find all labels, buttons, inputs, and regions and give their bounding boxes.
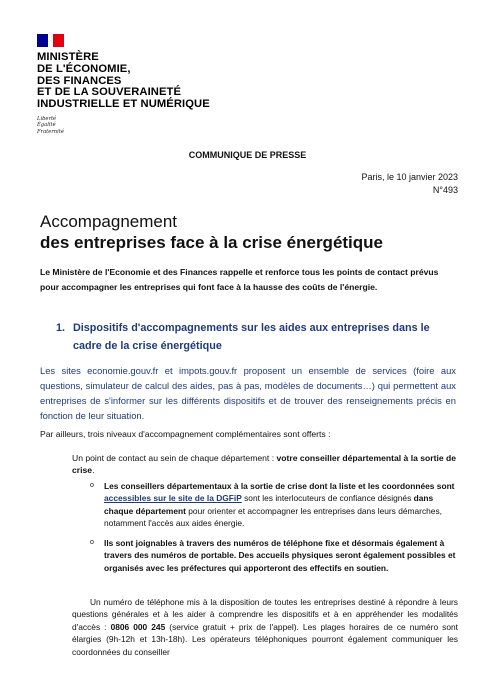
ministry-name xyxy=(37,52,210,111)
contact-point-text: Un point de contact au sein de chaque département : xyxy=(72,453,277,463)
release-number: N°493 xyxy=(432,185,458,195)
press-release-label: COMMUNIQUE DE PRESSE xyxy=(188,150,307,160)
french-flag-icon xyxy=(37,34,64,47)
section-heading-1 xyxy=(56,319,456,355)
document-title xyxy=(40,211,383,253)
dgfip-link[interactable]: accessibles sur le site de la DGFiP xyxy=(104,493,242,504)
motto-line: Égalité xyxy=(37,122,56,129)
paragraph-levels: Par ailleurs, trois niveaux d'accompagnement complémentaires sont offerts : xyxy=(40,429,331,439)
advisors-text-end: pour orienter et accompagner les entreprises dans leurs démarches, notamment l'accès aux aides énergie. xyxy=(104,505,442,529)
title-line-2: des entreprises face à la crise énergétique xyxy=(40,233,384,252)
circle-bullet-icon: o xyxy=(90,482,94,489)
ministry-line: DE L'ÉCONOMIE, xyxy=(37,62,131,75)
sub-bullet-body xyxy=(90,537,462,574)
sub-bullet-body xyxy=(90,480,462,530)
phone-paragraph xyxy=(72,596,458,658)
flag-blue-band xyxy=(37,34,48,47)
ministry-line: MINISTÈRE xyxy=(37,51,99,63)
ministry-logo xyxy=(37,34,210,135)
sub-bullet-phones xyxy=(90,537,462,574)
title-line-1: Accompagnement xyxy=(40,212,178,231)
phone-text: Un numéro de téléphone mis à la disposition de toutes les entreprises destiné à répondre à leurs questions générales et à les aider à comprendre les dispositifs et à en appréhender les modalités d'accès : xyxy=(72,597,458,632)
flag-red-band xyxy=(53,34,64,47)
advisors-text: sont les interlocuteurs de confiance désignés xyxy=(241,493,414,504)
motto-line: Liberté xyxy=(37,115,57,122)
advisors-bold: Les conseillers départementaux à la sortie de crise dont la liste et les coordonnées sont xyxy=(104,481,455,491)
contact-point-bold: votre conseiller départemental à la sortie de crise xyxy=(72,453,457,475)
ministry-line: ET DE LA SOUVERAINETÉ xyxy=(37,86,182,99)
contact-point-item xyxy=(72,452,458,476)
intro-paragraph: Les sites economie.gouv.fr et impots.gouv.fr proposent un ensemble de services (foire aux questions, simulateur de calcul des aides, pas à pas, modèles de documents…) qui permettent aux entreprises de s'informer sur les différents dispositifs et de trouver des renseignements précis en fonction de leur situation. xyxy=(40,365,456,421)
ministry-line: DES FINANCES xyxy=(37,74,122,87)
contact-point-end: . xyxy=(92,465,95,475)
section-title: Dispositifs d'accompagnements sur les aides aux entreprises dans le cadre de la crise énergétique xyxy=(73,322,430,352)
sub-bullet-advisors xyxy=(90,480,462,530)
motto xyxy=(37,116,210,135)
section-number: 1. xyxy=(56,322,66,334)
circle-bullet-icon: o xyxy=(90,539,94,546)
date-text: Paris, le 10 janvier 2023 xyxy=(361,172,458,182)
dateline xyxy=(361,171,458,197)
phones-bold: Ils sont joignables à travers des numéros de téléphone fixe et désormais également à travers des numéros de portable. Des accueils physiques seront également possibles et organisés avec les préfectures qui apporteront des effectifs en soutien. xyxy=(104,538,456,573)
advisors-bold-dept: dans chaque département xyxy=(104,493,434,516)
phone-number: 0806 000 245 xyxy=(110,621,166,632)
motto-line: Fraternité xyxy=(37,128,64,135)
lead-paragraph: Le Ministère de l'Economie et des Finances rappelle et renforce tous les points de contact prévus pour accompagner les entreprises qui font face à la hausse des coûts de l'énergie. xyxy=(40,267,439,292)
phone-text-end: (service gratuit + prix de l'appel). Les plages horaires de ce numéro sont élargies (9h-12h et 13h-18h). Les opérateurs téléphoniques pourront également communiquer les coordonnées du conseiller xyxy=(72,621,459,657)
ministry-line: INDUSTRIELLE ET NUMÉRIQUE xyxy=(37,98,210,111)
